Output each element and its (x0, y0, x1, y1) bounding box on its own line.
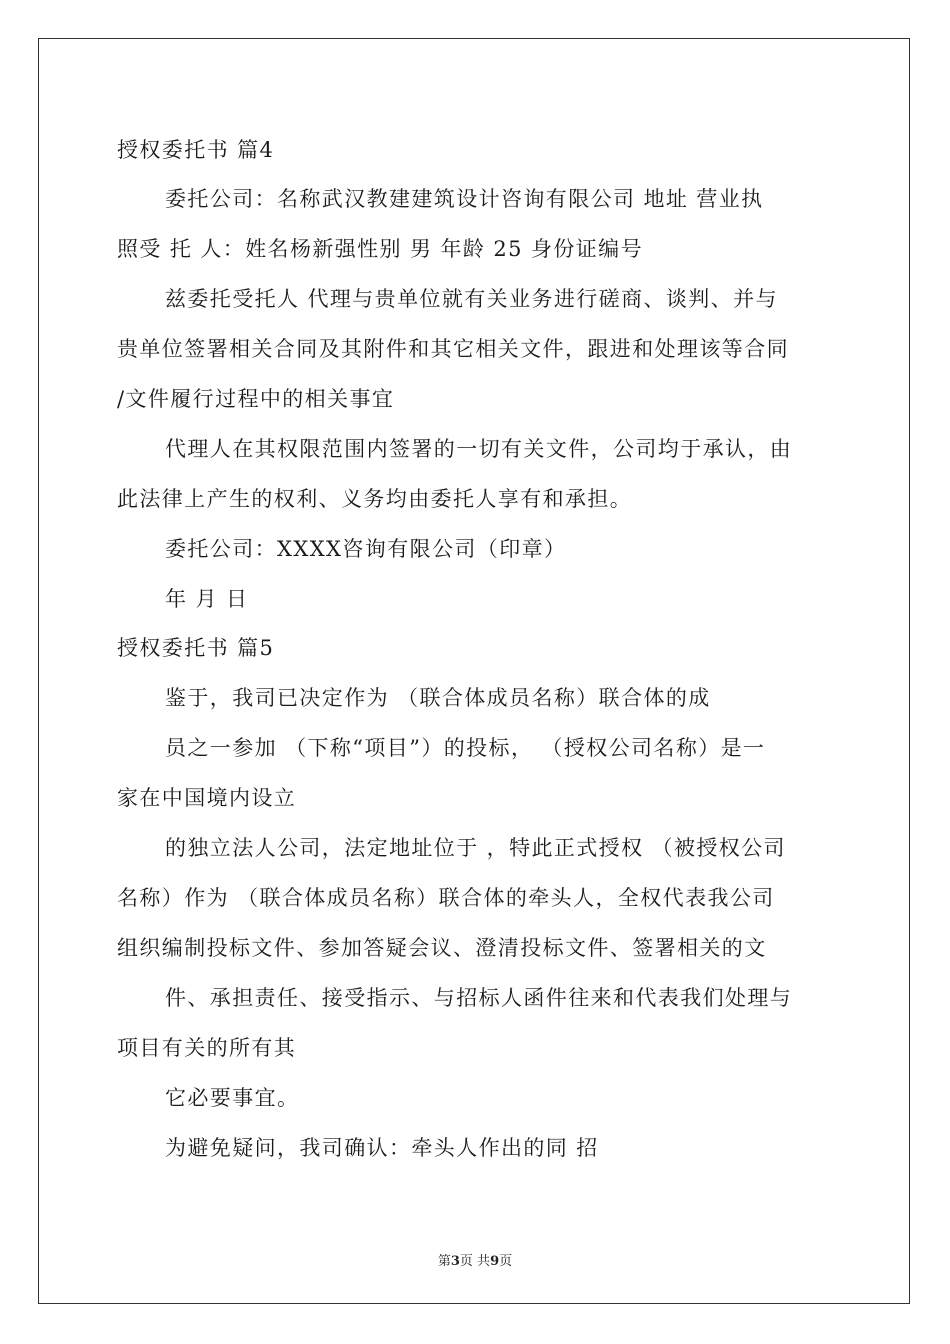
paragraph-line: 组织编制投标文件、参加答疑会议、澄清投标文件、签署相关的文 (117, 936, 767, 960)
section-heading-4: 授权委托书 篇4 (117, 138, 275, 162)
paragraph-line: 此法律上产生的权利、义务均由委托人享有和承担。 (117, 487, 633, 511)
signature-line: 委托公司：XXXX咨询有限公司（印章） (165, 537, 567, 561)
section-heading-5: 授权委托书 篇5 (117, 636, 275, 660)
paragraph-line: 鉴于，我司已决定作为 （联合体成员名称）联合体的成 (165, 686, 711, 710)
paragraph-line: 的独立法人公司，法定地址位于 ，特此正式授权 （被授权公司 (165, 836, 786, 860)
paragraph-line: 名称）作为 （联合体成员名称）联合体的牵头人，全权代表我公司 (117, 886, 775, 910)
date-line: 年 月 日 (165, 587, 249, 611)
paragraph-line: 为避免疑问，我司确认：牵头人作出的同 招 (165, 1136, 599, 1160)
page-mid: 页 共 (459, 1254, 491, 1269)
paragraph-line: /文件履行过程中的相关事宜 (117, 387, 395, 411)
paragraph-line: 家在中国境内设立 (117, 786, 297, 810)
page-border (38, 38, 910, 1304)
paragraph-line: 项目有关的所有其 (117, 1036, 297, 1060)
paragraph-line: 它必要事宜。 (165, 1086, 300, 1110)
page-prefix: 第 (437, 1254, 451, 1269)
paragraph-line: 件、承担责任、接受指示、与招标人函件往来和代表我们处理与 (165, 986, 793, 1010)
paragraph-line: 代理人在其权限范围内签署的一切有关文件，公司均于承认，由 (165, 437, 793, 461)
page-suffix: 页 (499, 1254, 513, 1269)
paragraph-line: 照受 托 人：姓名杨新强性别 男 年龄 25 身份证编号 (117, 237, 643, 261)
total-page-number: 9 (490, 1254, 500, 1269)
paragraph-line: 员之一参加 （下称“项目”）的投标， （授权公司名称）是一 (165, 736, 766, 760)
page-footer (0, 1250, 950, 1269)
current-page-number: 3 (450, 1254, 460, 1269)
paragraph-line: 兹委托受托人 代理与贵单位就有关业务进行磋商、谈判、并与 (165, 287, 778, 311)
paragraph-line: 委托公司：名称武汉教建建筑设计咨询有限公司 地址 营业执 (165, 187, 764, 211)
paragraph-line: 贵单位签署相关合同及其附件和其它相关文件，跟进和处理该等合同 (117, 337, 789, 361)
